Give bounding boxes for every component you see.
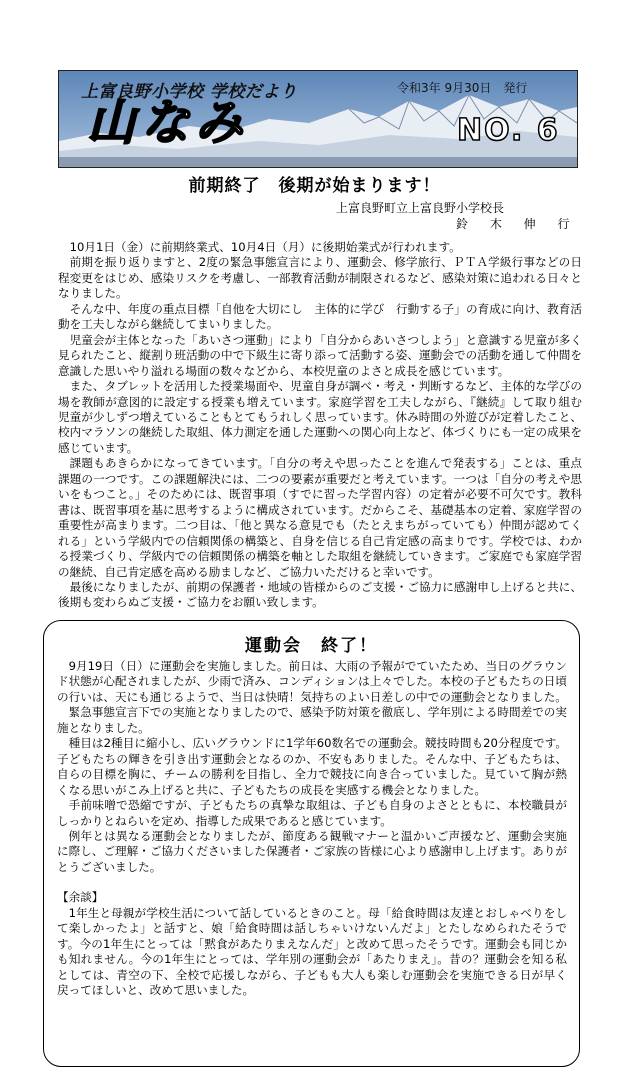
masthead: [58, 70, 578, 168]
paragraph: 種目は2種目に縮小し、広いグラウンドに1学年60数名での運動会。競技時間も20分程度です。子どもたちの輝きを引き出す運動会となるのか、不安もありました。そんな中、子どもたちは、自らの目標を胸に、チームの勝利を目指し、全力で競技に向き合っていました。見ていて胸が熱くなる思いがこみ上げると共に、子どもたちの成長を実感する機会となりました。: [57, 736, 567, 797]
paragraph: 例年とは異なる運動会となりましたが、節度ある観戦マナーと温かいご声援など、運動会実施に際し、ご理解・ご協力くださいました保護者・ご家族の皆様に心より感謝申し上げます。ありがとうございました。: [57, 828, 567, 874]
newsletter-logo: 山なみ: [87, 95, 250, 151]
aside-text: 1年生と母親が学校生活について話しているときのこと。母「給食時間は友達とおしゃべりをして楽しかったよ」と話すと、娘「給食時間は話しちゃいけないんだよ」とたしなめられたそうです。今の1年生にとっては「黙食があたりまえなんだ」と改めて思ったそうです。運動会も同じかも知れません。今の1年生にとっては、学年別の運動会が「あたりまえ」。昔の？運動会を知る私としては、青空の下、全校で応援しながら、子どもも大人も楽しむ運動会を実施できる日が早く戻ってほしいと、改めて思いました。: [57, 905, 567, 998]
sports-day-section: [43, 620, 580, 1067]
aside-label: 【余談】: [57, 890, 104, 905]
paragraph: 9月19日（日）に運動会を実施しました。前日は、大雨の予報がでていたため、当日のグラウンド状態が心配されましたが、少雨で済み、コンディションは上々でした。本校の子どもたちの日頃の行いは、天にも通じるようで、当日は快晴！気持ちのよい日差しの中での運動会となりました。: [57, 659, 567, 704]
paragraph: 手前味噌で恐縮ですが、子どもたちの真摯な取組は、子ども自身のよさとともに、本校職員がしっかりとねらいを定め、指導した成果であると感じています。: [57, 798, 567, 828]
spacer: [57, 875, 567, 890]
paragraph: 前期を振り返りますと、2度の緊急事態宣言により、運動会、修学旅行、ＰＴＡ学級行事などの日程変更をはじめ、感染リスクを考慮し、一部教育活動が制限されるなど、感染対策に追われる日々となりました。: [58, 255, 582, 301]
sports-day-text: [57, 659, 567, 999]
principal-message: [58, 240, 582, 611]
author-name: 鈴 木 伸 行: [456, 217, 579, 231]
page-headline: 前期終了 後期が始まります！: [188, 176, 441, 196]
author-affiliation: 上富良野町立上富良野小学校長: [336, 201, 505, 215]
school-title: 上富良野小学校 学校だより: [81, 82, 298, 102]
paragraph: そんな中、年度の重点目標「自他を大切にし 主体的に学び 行動する子」の育成に向け、教育活動を工夫しながら継続してまいりました。: [58, 301, 582, 332]
paragraph: 10月1日（金）に前期終業式、10月4日（月）に後期始業式が行われます。: [69, 240, 461, 254]
paragraph: 課題もあきらかになってきています。「自分の考えや思ったことを進んで発表する」ことは、重点課題の一つです。この課題解決には、二つの要素が重要だと考えています。一つは「自分の考えや思いをもつこと。」そのためには、既習事項（すでに習った学習内容）の定着が必要不可欠です。教科書は、既習事項を基に思考するように構成されています。だからこそ、基礎基本の定着、家庭学習の重要性が高まります。二つ目は、「他と異なる意見でも（たとえまちがっていても）仲間が認めてくれる」という学級内での信頼関係の構築と、自身を信じる自己肯定感の高まりです。学校では、わかる授業づくり、学級内での信頼関係の構築を軸とした取組を継続していきます。ご家庭でも家庭学習の継続、自己肯定感を高める励ましなど、ご協力いただけると幸いです。: [58, 456, 582, 579]
issue-date: 令和3年 9月30日 発行: [397, 81, 528, 95]
sports-day-title: 運動会 終了！: [245, 636, 378, 656]
issue-number: NO. 6: [457, 113, 560, 148]
paragraph: 児童会が主体となった「あいさつ運動」により「自分からあいさつしよう」と意識する児童が多く見られたこと、縦割り班活動の中で下級生に寄り添って活動する姿、運動会での活動を通して仲間を意識した思いやり溢れる場面の数々などから、本校児童のよさと成長を感じています。: [58, 332, 582, 378]
paragraph: 緊急事態宣言下での実施となりましたので、感染予防対策を徹底し、学年別による時間差での実施となりました。: [57, 705, 567, 735]
paragraph: 最後になりましたが、前期の保護者・地域の皆様からのご支援・ご協力に感謝申し上げると共に、後期も変わらぬご支援・ご協力をお願い致します。: [58, 579, 582, 610]
paragraph: また、タブレットを活用した授業場面や、児童自身が調べ・考え・判断するなど、主体的な学びの場を教師が意図的に設定する授業も増えています。家庭学習を工夫しながら、『継続』して取り組む児童が少しずつ増えていることもとてもうれしく思っています。休み時間の外遊びが定着したこと、校内マラソンの継続した取組、体力測定を通した運動への関心向上など、体づくりにも一定の成果を感じています。: [58, 379, 582, 455]
